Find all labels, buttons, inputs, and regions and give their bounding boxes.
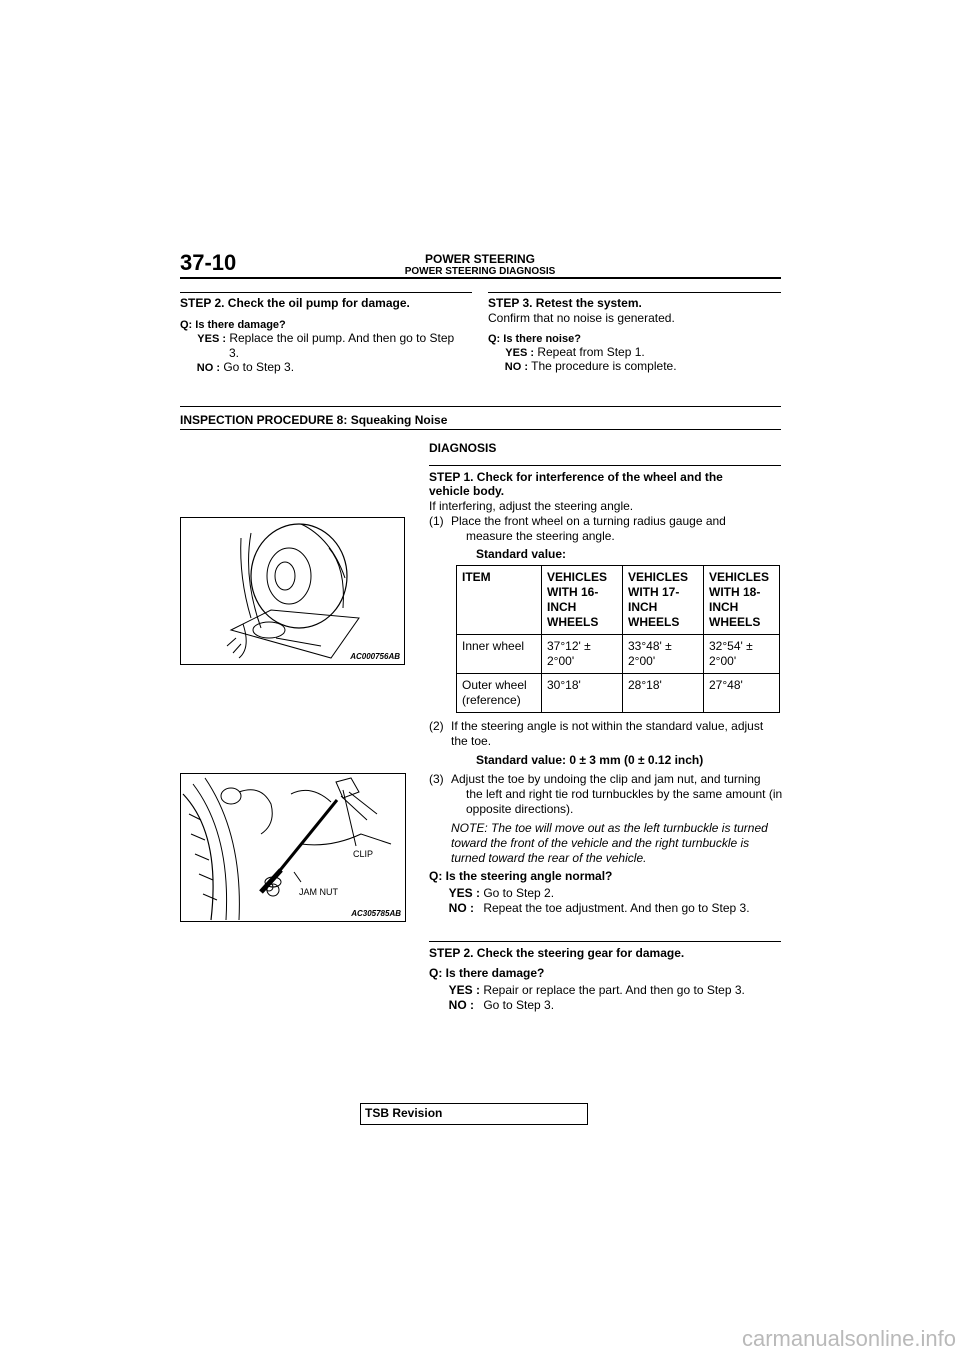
no-key: NO : <box>196 362 220 374</box>
section-title: POWER STEERING <box>424 252 535 266</box>
no-key: NO : <box>448 901 474 915</box>
yes-text: Repeat from Step 1. <box>537 345 645 359</box>
item-text: Place the front wheel on a turning radius gauge and <box>451 514 726 528</box>
answer-no <box>488 359 677 375</box>
item-text: the left and right tie rod turnbuckles by the same amount (in <box>466 787 783 801</box>
step-title: STEP 2. Check the oil pump for damage. <box>180 296 410 310</box>
table-row <box>457 674 780 713</box>
note: turned toward the rear of the vehicle. <box>451 851 647 865</box>
standard-value-table <box>456 565 780 713</box>
figure-tie-rod <box>180 773 406 922</box>
figure-code: AC305785AB <box>351 909 401 918</box>
subsection-title: POWER STEERING DIAGNOSIS <box>404 266 556 277</box>
question: Q: Is there damage? <box>180 319 286 331</box>
table-header-cell: VEHICLES WITH 18- INCH WHEELS <box>704 566 780 635</box>
table-row <box>457 635 780 674</box>
diagnosis-heading: DIAGNOSIS <box>429 441 497 455</box>
item-number: (3) <box>429 772 444 786</box>
rule <box>429 941 781 942</box>
table-cell: 28°18' <box>623 674 704 713</box>
note: NOTE: The toe will move out as the left turnbuckle is turned <box>451 821 768 835</box>
figure-wheel-on-gauge <box>180 517 405 665</box>
table-cell: 32°54' ± 2°00' <box>704 635 780 674</box>
answer-yes <box>429 983 745 998</box>
standard-value-label: Standard value: <box>476 547 567 561</box>
tsb-revision-label: TSB Revision <box>365 1106 443 1120</box>
no-text: Repeat the toe adjustment. And then go to Step 3. <box>483 901 750 915</box>
answer-no <box>429 998 554 1013</box>
yes-text: Go to Step 2. <box>483 886 555 900</box>
table-cell: Inner wheel <box>457 635 542 674</box>
yes-text-cont: 3. <box>229 346 240 360</box>
item-number: (1) <box>429 514 444 528</box>
item-number: (2) <box>429 719 444 733</box>
rule <box>180 406 781 407</box>
question: Q: Is the steering angle normal? <box>429 869 613 883</box>
table-cell: 37°12' ± 2°00' <box>542 635 623 674</box>
no-text: Go to Step 3. <box>483 998 555 1012</box>
table-cell: 27°48' <box>704 674 780 713</box>
no-text: Go to Step 3. <box>223 360 295 374</box>
yes-key: YES : <box>448 886 480 900</box>
yes-text: Replace the oil pump. And then go to Step <box>229 331 455 345</box>
table-header-row <box>457 566 780 635</box>
jam-nut-label: JAM NUT <box>299 887 338 897</box>
rule <box>180 292 472 293</box>
yes-key: YES : <box>448 983 480 997</box>
item-text: If the steering angle is not within the standard value, adjust <box>451 719 764 733</box>
figure-code: AC000756AB <box>350 652 400 661</box>
watermark: carmanualsonline.info <box>741 1326 956 1351</box>
rule <box>488 292 781 293</box>
answer-yes <box>429 886 554 901</box>
tsb-revision-box <box>360 1103 588 1125</box>
item-text: Adjust the toe by undoing the clip and jam nut, and turning <box>451 772 761 786</box>
yes-text: Repair or replace the part. And then go to Step 3. <box>483 983 745 997</box>
item-text: measure the steering angle. <box>466 529 615 543</box>
table-cell: 30°18' <box>542 674 623 713</box>
clip-label: CLIP <box>353 849 374 859</box>
no-text: The procedure is complete. <box>531 359 677 373</box>
table-header-cell: ITEM <box>457 566 542 635</box>
answer-no <box>429 901 750 916</box>
step-body: If interfering, adjust the steering angle. <box>429 499 634 513</box>
table-cell: Outer wheel (reference) <box>457 674 542 713</box>
procedure-title: INSPECTION PROCEDURE 8: Squeaking Noise <box>180 413 448 427</box>
step-body: Confirm that no noise is generated. <box>488 311 675 325</box>
no-key: NO : <box>448 998 474 1012</box>
yes-key: YES : <box>197 333 226 345</box>
tie-rod-illustration <box>181 774 405 921</box>
no-key: NO : <box>504 361 528 373</box>
question: Q: Is there noise? <box>488 333 581 345</box>
toe-standard-value: Standard value: 0 ± 3 mm (0 ± 0.12 inch) <box>476 753 704 767</box>
table-cell: 33°48' ± 2°00' <box>623 635 704 674</box>
answer-no <box>180 360 294 376</box>
page-number: 37-10 <box>180 250 237 275</box>
rule <box>180 429 781 430</box>
item-text: opposite directions). <box>466 802 574 816</box>
item-text: the toe. <box>451 734 492 748</box>
table-header-cell: VEHICLES WITH 16- INCH WHEELS <box>542 566 623 635</box>
step-title: STEP 3. Retest the system. <box>488 296 642 310</box>
header-rule <box>180 277 781 279</box>
question: Q: Is there damage? <box>429 966 545 980</box>
yes-key: YES : <box>505 347 534 359</box>
step-title: STEP 2. Check the steering gear for damage. <box>429 946 685 960</box>
step-title: STEP 1. Check for interference of the wheel and the <box>429 470 723 484</box>
step-title-cont: vehicle body. <box>429 484 505 498</box>
answer-yes <box>180 331 470 347</box>
note: toward the front of the vehicle and the right turnbuckle is <box>451 836 750 850</box>
rule <box>429 465 781 466</box>
wheel-gauge-illustration <box>181 518 404 664</box>
table-header-cell: VEHICLES WITH 17- INCH WHEELS <box>623 566 704 635</box>
